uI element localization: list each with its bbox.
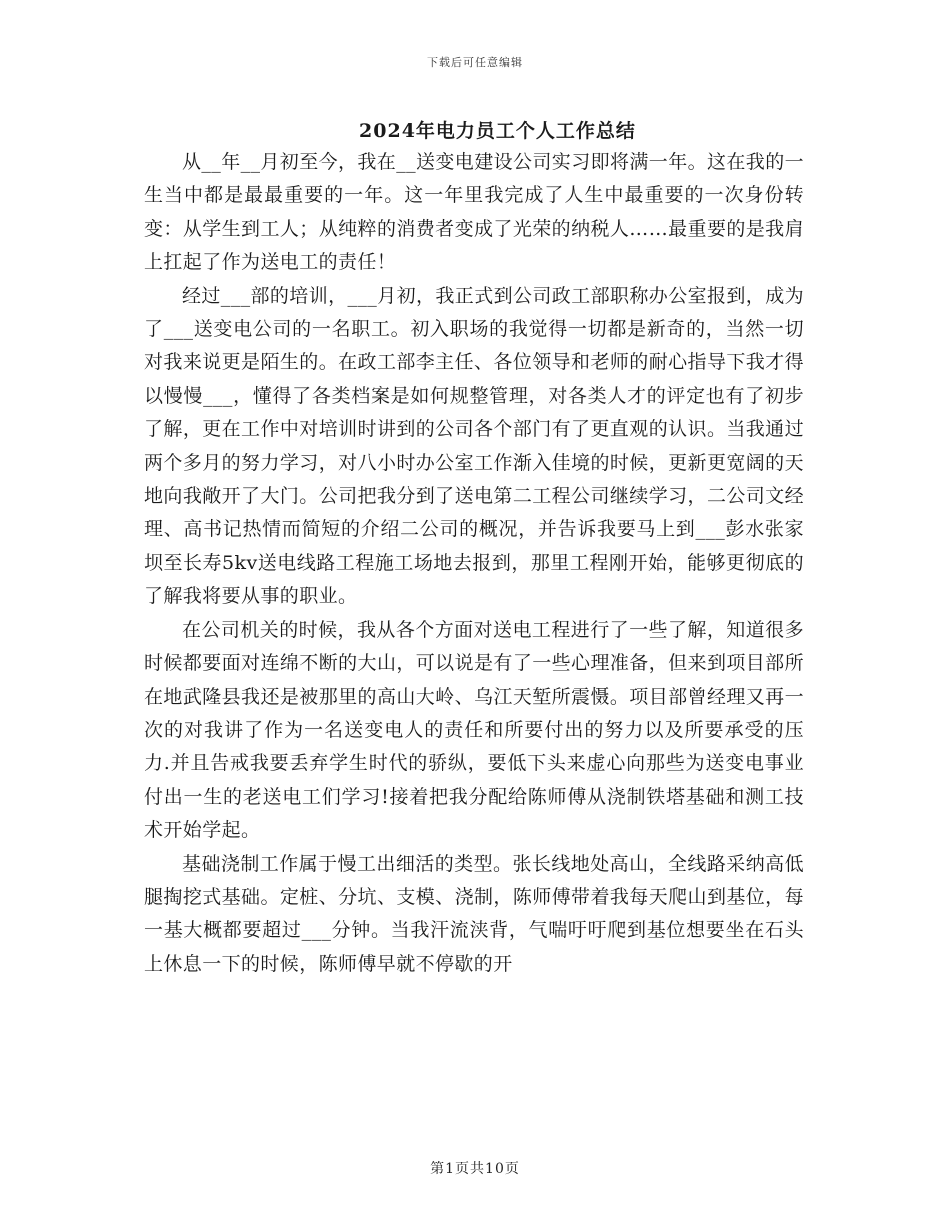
paragraph-project-site: 在公司机关的时候，我从各个方面对送电工程进行了一些了解，知道很多时候都要面对连绵不断的大山，可以说是有了一些心理准备，但来到项目部所在地武隆县我还是被那里的高山大岭、乌江天堑所震慑。项目部曾经理又再一次的对我讲了作为一名送变电人的责任和所要付出的努力以及所要承受的压力.并且告戒我要丢弃学生时代的骄纵，要低下头来虚心向那些为送变电事业付出一生的老送电工们学习!接着把我分配给陈师傅从浇制铁塔基础和测工技术开始学起。: [144, 618, 804, 842]
document-body: [144, 146, 804, 981]
page-number: 第1页共10页: [430, 1161, 520, 1177]
paragraph-foundation-work: 基础浇制工作属于慢工出细活的类型。张长线地处高山，全线路采纳高低腿掏挖式基础。定桩、分坑、支模、浇制，陈师傅带着我每天爬山到基位，每一基大概都要超过___分钟。当我汗流浃背，气喘吁吁爬到基位想要坐在石头上休息一下的时候，陈师傅早就不停歇的开: [144, 852, 804, 975]
paragraph-intro: 从__年__月初至今，我在__送变电建设公司实习即将满一年。这在我的一生当中都是最最重要的一年。这一年里我完成了人生中最重要的一次身份转变：从学生到工人；从纯粹的消费者变成了光荣的纳税人……最重要的是我肩上扛起了作为送电工的责任！: [144, 151, 805, 274]
paragraph-training: 经过___部的培训，___月初，我正式到公司政工部职称办公室报到，成为了___送变电公司的一名职工。初入职场的我觉得一切都是新奇的，当然一切对我来说更是陌生的。在政工部李主任、各位领导和老师的耐心指导下我才得以慢慢___，懂得了各类档案是如何规整管理，对各类人才的评定也有了初步了解，更在工作中对培训时讲到的公司各个部门有了更直观的认识。当我通过两个多月的努力学习，对八小时办公室工作渐入佳境的时候，更新更宽阔的天地向我敞开了大门。公司把我分到了送电第二工程公司继续学习，二公司文经理、高书记热情而简短的介绍二公司的概况，并告诉我要马上到___彭水张家坝至长寿5kv送电线路工程施工场地去报到，那里工程刚开始，能够更彻底的了解我将要从事的职业。: [144, 284, 805, 608]
document-title: 2024年电力员工个人工作总结: [359, 120, 636, 142]
page-header-note: 下载后可任意编辑: [427, 56, 523, 69]
